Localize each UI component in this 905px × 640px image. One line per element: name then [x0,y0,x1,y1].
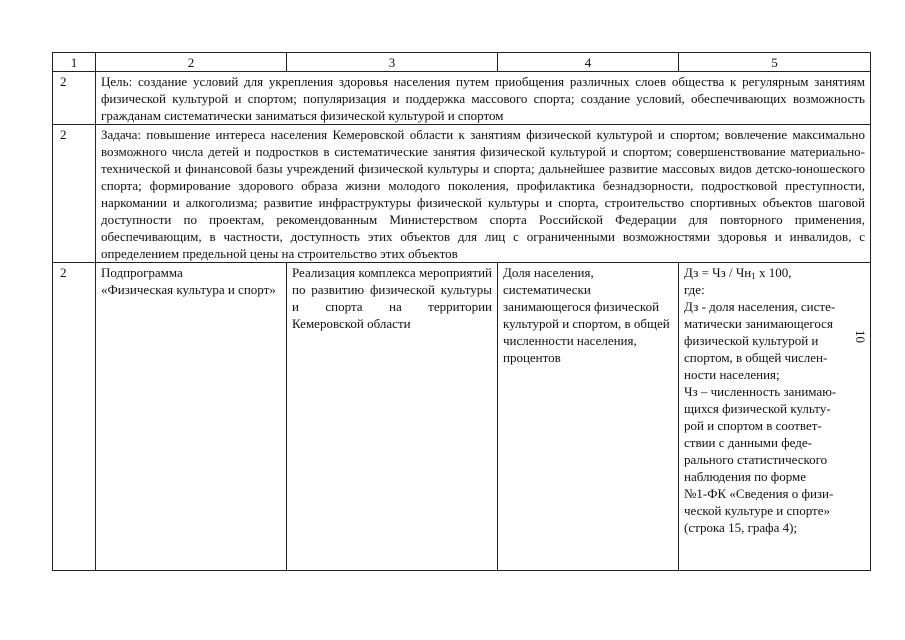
subprogram-name: Подпрограмма «Физическая культура и спорт» [96,263,287,571]
header-col-5: 5 [679,53,871,72]
row-number: 2 [53,263,96,571]
activity-text: Реализация комплекса мероприятий по развитию физической культуры и спорта на территории Кемеровской области [287,263,498,571]
indicators-table [52,52,871,571]
formula-description: Дз - доля населения, систе- матически занимающегося физической культурой и спортом, в общей числен- ности населения; Чз – численность занимаю- щихся физической культу- рой и спортом в соответ- ствии с данными феде- рального статистического наблюдения по форме №1-ФК «Сведения о физи- ческой культуре и спорте» (строка 15, графа 4); [684,299,837,535]
task-row [53,125,871,263]
header-col-1: 1 [53,53,96,72]
row-number: 2 [53,72,96,125]
goal-row [53,72,871,125]
formula-where: где: [684,282,705,297]
task-text: Задача: повышение интереса населения Кемеровской области к занятиям физической культурой и спортом; вовлечение максимально возможного числа детей и подростков в систематические занятия физической культурой и спортом; совершенствование материально-технической и финансовой базы учреждений физической культуры и спорта; дальнейшее развитие массовых видов детско-юношеского спорта; формирование здорового образа жизни молодого поколения, профилактика безнадзорности, подростковой преступности, наркомании и алкоголизма; развитие инфраструктуры физической культуры и спорта, строительство спортивных объектов шаговой доступности по проектам, рекомендованным Министерством спорта Российской Федерации для повторного применения, обеспечивающим, в частности, доступность этих объектов для лиц с ограниченными возможностями здоровья и инвалидов, с определением предельной цены на строительство этих объектов [96,125,871,263]
goal-text: Цель: создание условий для укрепления здоровья населения путем приобщения различных слоев общества к регулярным занятиям физической культурой и спортом; популяризация и поддержка массового спорта; создание условий, обеспечивающих возможность гражданам систематически заниматься физической культурой и спортом [96,72,871,125]
subprogram-row [53,263,871,571]
formula-line [684,264,865,281]
formula-tail: х 100, [755,265,792,280]
formula-subscript: 1 [751,271,756,281]
formula-main: Дз = Чз / Чн [684,265,752,280]
row-number: 2 [53,125,96,263]
indicator-text: Доля населения, систематически занимающегося физической культурой и спортом, в общей численности населения, процентов [498,263,679,571]
header-col-3: 3 [287,53,498,72]
formula-cell [679,263,871,571]
header-col-4: 4 [498,53,679,72]
page-number: 10 [853,330,868,343]
table-header-row [53,53,871,72]
header-col-2: 2 [96,53,287,72]
